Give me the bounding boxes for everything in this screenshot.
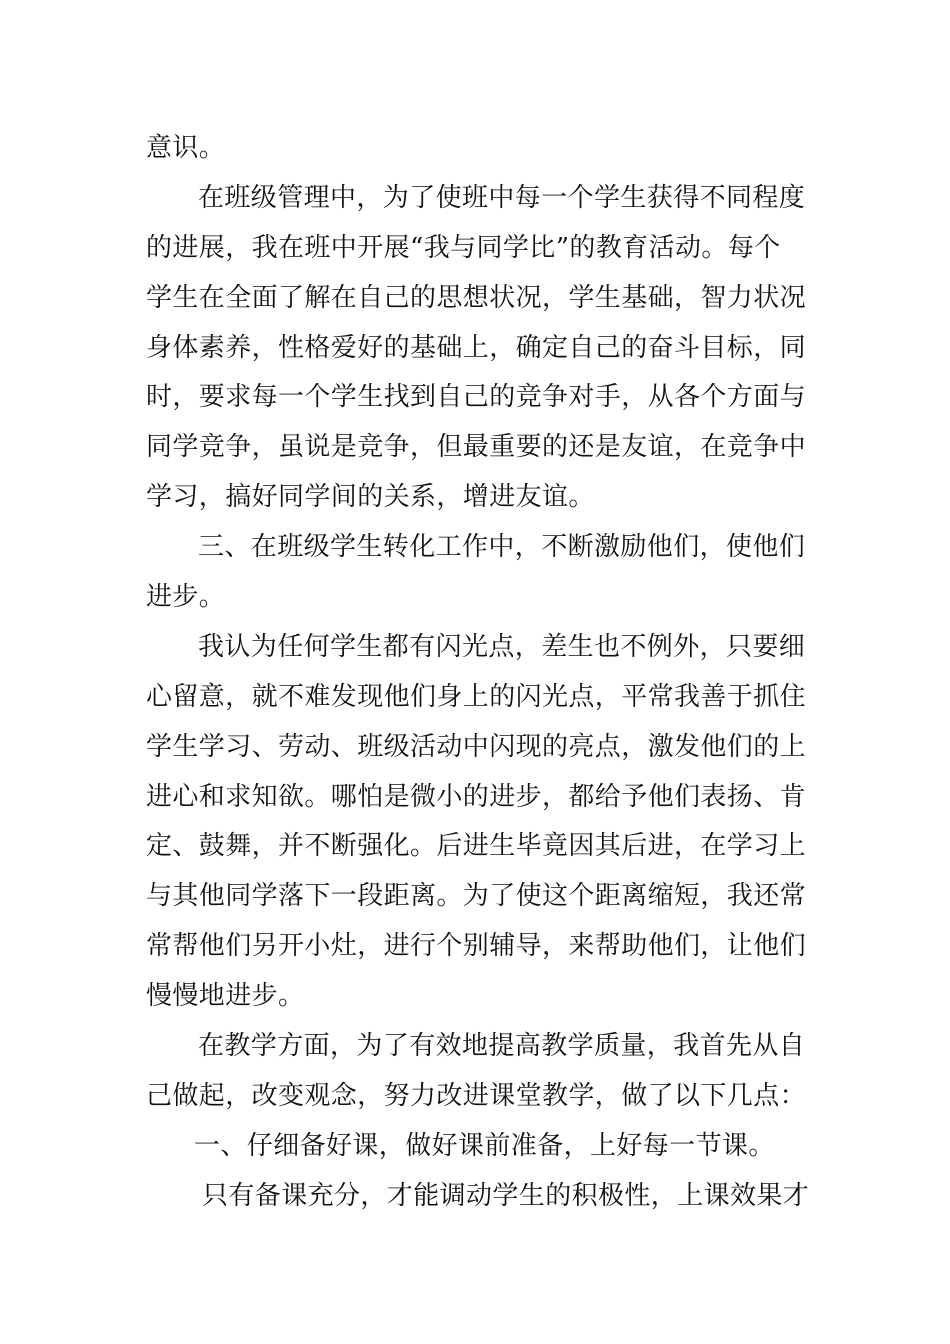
paragraph-start-line: 在教学方面，为了有效地提高教学质量，我首先从自 bbox=[198, 1031, 806, 1062]
text-line: 同学竞争，虽说是竞争，但最重要的还是友谊，在竞争中 bbox=[146, 432, 807, 463]
text-line: 学习，搞好同学间的关系，增进友谊。 bbox=[146, 482, 595, 513]
text-line: 的进展，我在班中开展“我与同学比”的教育活动。每个 bbox=[146, 232, 781, 263]
text-line: 心留意，就不难发现他们身上的闪光点，平常我善于抓住 bbox=[146, 681, 807, 712]
text-line: 进步。 bbox=[146, 582, 226, 613]
text-line: 学生学习、劳动、班级活动中闪现的亮点，激发他们的上 bbox=[146, 731, 807, 762]
section-heading-line: 一、仔细备好课，做好课前准备，上好每一节课。 bbox=[194, 1130, 775, 1161]
paragraph-start-line: 只有备课充分，才能调动学生的积极性，上课效果才 bbox=[202, 1180, 810, 1211]
text-line: 慢慢地进步。 bbox=[146, 981, 305, 1012]
text-line: 时，要求每一个学生找到自己的竞争对手，从各个方面与 bbox=[146, 382, 807, 413]
text-line: 己做起，改变观念，努力改进课堂教学，做了以下几点： bbox=[146, 1080, 807, 1111]
text-line: 定、鼓舞，并不断强化。后进生毕竟因其后进，在学习上 bbox=[146, 831, 807, 862]
text-line: 身体素养，性格爱好的基础上，确定自己的奋斗目标，同 bbox=[146, 332, 807, 363]
text-line: 进心和求知欲。哪怕是微小的进步，都给予他们表扬、肯 bbox=[146, 781, 807, 812]
document-body bbox=[146, 124, 810, 1222]
paragraph-start-line: 在班级管理中，为了使班中每一个学生获得不同程度 bbox=[198, 182, 806, 213]
text-line: 与其他同学落下一段距离。为了使这个距离缩短，我还常 bbox=[146, 881, 807, 912]
section-heading-line: 三、在班级学生转化工作中，不断激励他们，使他们 bbox=[198, 532, 806, 563]
text-line: 常帮他们另开小灶，进行个别辅导，来帮助他们，让他们 bbox=[146, 931, 807, 962]
text-line: 学生在全面了解在自己的思想状况，学生基础，智力状况 bbox=[146, 282, 807, 313]
text-line: 意识。 bbox=[146, 133, 226, 163]
paragraph-start-line: 我认为任何学生都有闪光点，差生也不例外，只要细 bbox=[198, 631, 806, 662]
